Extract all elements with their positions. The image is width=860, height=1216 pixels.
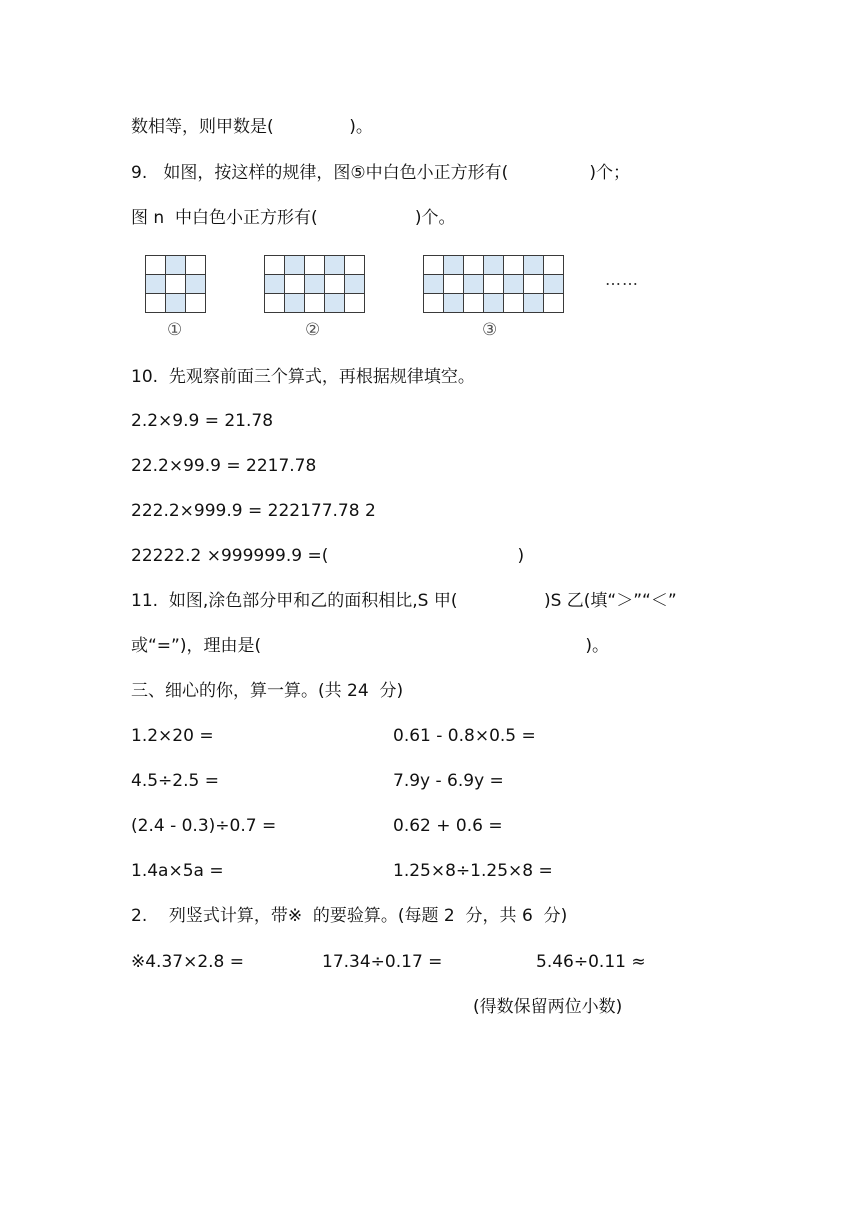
white-square xyxy=(503,255,524,275)
shaded-square xyxy=(503,274,524,294)
equation-1: 2.2×9.9 = 21.78 xyxy=(131,411,274,431)
shaded-square xyxy=(463,274,484,294)
figure-label-2: ② xyxy=(305,320,321,340)
shaded-square xyxy=(185,274,206,294)
question-11-line-1: 11. 如图,涂色部分甲和乙的面积相比,S 甲( )S 乙(填“＞”“＜” xyxy=(131,591,677,611)
white-square xyxy=(483,274,504,294)
shaded-square xyxy=(523,293,544,313)
white-square xyxy=(284,274,305,294)
white-square xyxy=(443,274,464,294)
white-square xyxy=(165,274,186,294)
white-square xyxy=(145,293,166,313)
shaded-square xyxy=(284,293,305,313)
white-square xyxy=(423,293,444,313)
shaded-square xyxy=(165,255,186,275)
pattern-figure-2 xyxy=(264,255,365,313)
white-square xyxy=(543,293,564,313)
shaded-square xyxy=(324,255,345,275)
calc-4a: 1.4a×5a = xyxy=(131,861,224,881)
section-3-title: 三、细心的你，算一算。(共 24 分) xyxy=(131,681,404,701)
question-9-line-2: 图 n 中白色小正方形有( )个。 xyxy=(131,208,456,228)
rounding-note: (得数保留两位小数) xyxy=(473,997,623,1017)
vertical-calc-2: 17.34÷0.17 = xyxy=(322,952,443,972)
calc-1b: 0.61 - 0.8×0.5 = xyxy=(393,726,536,746)
calc-1a: 1.2×20 = xyxy=(131,726,214,746)
equation-2: 22.2×99.9 = 2217.78 xyxy=(131,456,317,476)
white-square xyxy=(324,274,345,294)
white-square xyxy=(523,274,544,294)
pattern-figure-3 xyxy=(423,255,564,313)
shaded-square xyxy=(344,274,365,294)
shaded-square xyxy=(443,293,464,313)
shaded-square xyxy=(483,293,504,313)
white-square xyxy=(344,255,365,275)
vertical-calc-title: 2. 列竖式计算，带※ 的要验算。(每题 2 分，共 6 分) xyxy=(131,906,568,926)
calc-2b: 7.9y - 6.9y = xyxy=(393,771,504,791)
pattern-figure-1 xyxy=(145,255,206,313)
white-square xyxy=(185,293,206,313)
shaded-square xyxy=(543,274,564,294)
white-square xyxy=(185,255,206,275)
shaded-square xyxy=(423,274,444,294)
shaded-square xyxy=(523,255,544,275)
ellipsis: …… xyxy=(605,270,639,289)
shaded-square xyxy=(165,293,186,313)
white-square xyxy=(463,255,484,275)
question-11-line-2: 或“=”)，理由是( )。 xyxy=(131,636,609,656)
white-square xyxy=(264,255,285,275)
shaded-square xyxy=(483,255,504,275)
calc-3b: 0.62 + 0.6 = xyxy=(393,816,503,836)
question-9-line-1: 9. 如图，按这样的规律，图⑤中白色小正方形有( )个； xyxy=(131,163,630,183)
white-square xyxy=(344,293,365,313)
shaded-square xyxy=(443,255,464,275)
white-square xyxy=(304,293,325,313)
question-10-title: 10. 先观察前面三个算式，再根据规律填空。 xyxy=(131,367,475,387)
calc-3a: (2.4 - 0.3)÷0.7 = xyxy=(131,816,277,836)
shaded-square xyxy=(264,274,285,294)
figure-label-1: ① xyxy=(167,320,183,340)
white-square xyxy=(304,255,325,275)
white-square xyxy=(463,293,484,313)
white-square xyxy=(264,293,285,313)
white-square xyxy=(543,255,564,275)
shaded-square xyxy=(324,293,345,313)
text-line-1: 数相等，则甲数是( )。 xyxy=(131,117,373,137)
figure-label-3: ③ xyxy=(482,320,498,340)
calc-4b: 1.25×8÷1.25×8 = xyxy=(393,861,553,881)
shaded-square xyxy=(284,255,305,275)
shaded-square xyxy=(145,274,166,294)
equation-4-blank: 22222.2 ×999999.9 =( ) xyxy=(131,546,525,566)
shaded-square xyxy=(304,274,325,294)
vertical-calc-3: 5.46÷0.11 ≈ xyxy=(536,952,646,972)
vertical-calc-1: ※4.37×2.8 = xyxy=(131,952,245,972)
white-square xyxy=(503,293,524,313)
calc-2a: 4.5÷2.5 = xyxy=(131,771,219,791)
white-square xyxy=(423,255,444,275)
white-square xyxy=(145,255,166,275)
equation-3: 222.2×999.9 = 222177.78 2 xyxy=(131,501,376,521)
